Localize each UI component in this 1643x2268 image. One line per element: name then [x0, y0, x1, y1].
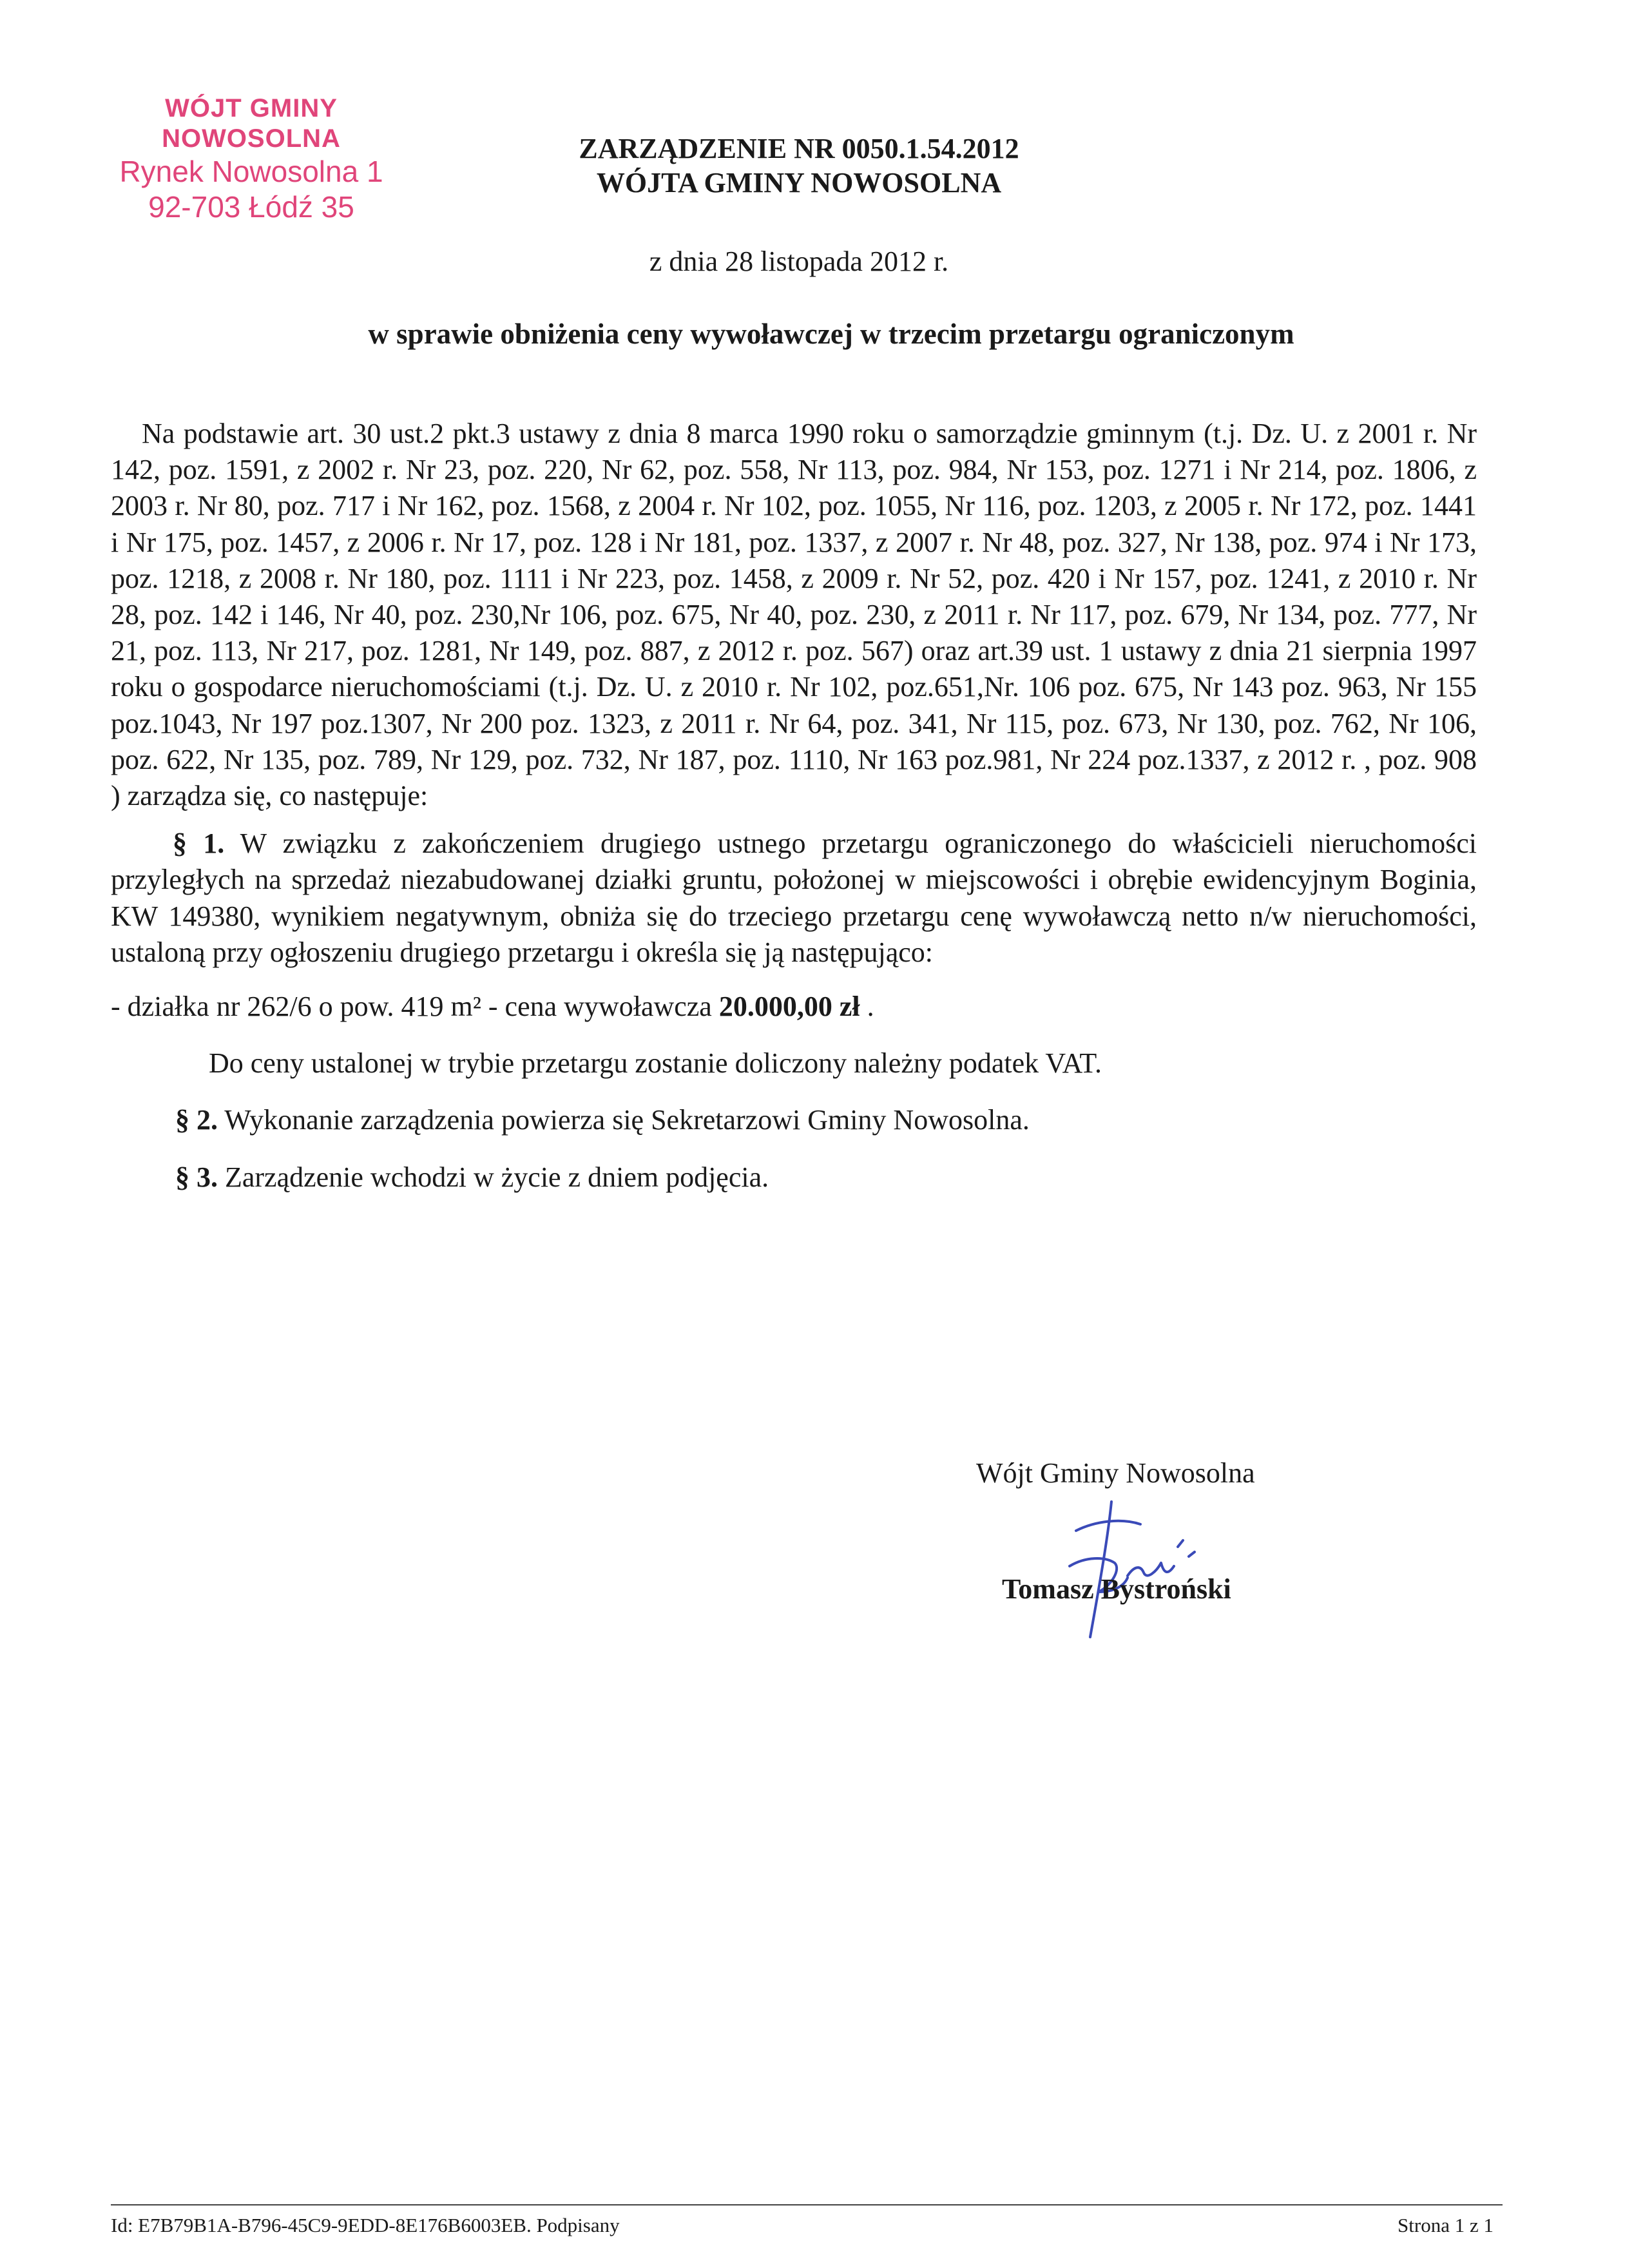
handwritten-signature — [1050, 1495, 1218, 1643]
section-1-text: W związku z zakończeniem drugiego ustnego przetargu ograniczonego do właścicieli nieruchomości przyległych na sprzedaż niezabudowanej działki gruntu, położonej w miejscowości i obrębie ewidencyjnym Boginia, KW 149380, wynikiem negatywnym, obniża się do trzeciego przetargu cenę wywoławczą netto n/w nieruchomości, ustaloną przy ogłoszeniu drugiego przetargu i określa się ją następująco: — [111, 828, 1477, 968]
section-3-mark: § 3. — [175, 1161, 218, 1193]
section-2-text: Wykonanie zarządzenia powierza się Sekretarzowi Gminy Nowosolna. — [218, 1104, 1030, 1136]
section-1-mark: § 1. — [173, 828, 225, 860]
parcel-price: 20.000,00 zł — [718, 991, 860, 1023]
section-3-text: Zarządzenie wchodzi w życie z dniem podjęcia. — [218, 1161, 769, 1193]
vat-note: Do ceny ustalonej w trybie przetargu zostanie doliczony należny podatek VAT. — [209, 1047, 1102, 1080]
parcel-item-text: - działka nr 262/6 o pow. 419 m² - cena wywoławcza — [111, 991, 719, 1023]
document-body — [111, 416, 1477, 1196]
stamp-line-3: 92-703 Łódź 35 — [148, 189, 354, 224]
document-title: ZARZĄDZENIE NR 0050.1.54.2012 — [579, 133, 1019, 164]
stamp-line-1: WÓJT GMINY NOWOSOLNA — [162, 94, 341, 153]
section-2-paragraph — [111, 1102, 1477, 1138]
document-issuer: WÓJTA GMINY NOWOSOLNA — [596, 166, 1002, 199]
section-1-paragraph — [111, 826, 1477, 971]
parcel-item-end: . — [860, 991, 874, 1023]
document-id: Id: E7B79B1A-B796-45C9-9EDD-8E176B6003EB. Podpisany — [111, 2214, 620, 2236]
document-date: z dnia 28 listopada 2012 r. — [649, 246, 949, 277]
parcel-item — [111, 989, 1477, 1025]
document-header — [451, 132, 1147, 200]
signatory-name: Tomasz Bystroński — [1002, 1573, 1231, 1605]
document-subject: w sprawie obniżenia ceny wywoławczej w trzecim przetargu ograniczonym — [368, 318, 1294, 350]
section-2-mark: § 2. — [175, 1104, 218, 1136]
office-stamp — [84, 93, 419, 224]
legal-basis-paragraph: Na podstawie art. 30 ust.2 pkt.3 ustawy z dnia 8 marca 1990 roku o samorządzie gminnym (t.j. Dz. U. z 2001 r. Nr 142, poz. 1591, z 2002 r. Nr 23, poz. 220, Nr 62, poz. 558, Nr 113, poz. 984, Nr 153, poz. 1271 i Nr 214, poz. 1806, z 2003 r. Nr 80, poz. 717 i Nr 162, poz. 1568, z 2004 r. Nr 102, poz. 1055, Nr 116, poz. 1203, z 2005 r. Nr 172, poz. 1441 i Nr 175, poz. 1457, z 2006 r. Nr 17, poz. 128 i Nr 181, poz. 1337, z 2007 r. Nr 48, poz. 327, Nr 138, poz. 974 i Nr 173, poz. 1218, z 2008 r. Nr 180, poz. 1111 i Nr 223, poz. 1458, z 2009 r. Nr 52, poz. 420 i Nr 157, poz. 1241, z 2010 r. Nr 28, poz. 142 i 146, Nr 40, poz. 230,Nr 106, poz. 675, Nr 40, poz. 230, z 2011 r. Nr 117, poz. 679, Nr 134, poz. 777, Nr 21, poz. 113, Nr 217, poz. 1281, Nr 149, poz. 887, z 2012 r. poz. 567) oraz art.39 ust. 1 ustawy z dnia 21 sierpnia 1997 roku o gospodarce nieruchomościami (t.j. Dz. U. z 2010 r. Nr 102, poz.651,Nr. 106 poz. 675, Nr 143 poz. 963, Nr 155 poz.1043, Nr 197 poz.1307, Nr 200 poz. 1323, z 2011 r. Nr 64, poz. 341, Nr 115, poz. 673, Nr 130, poz. 762, Nr 106, poz. 622, Nr 135, poz. 789, Nr 129, poz. 732, Nr 187, poz. 1110, Nr 163 poz.981, Nr 224 poz.1337, z 2012 r. , poz. 908 ) zarządza się, co następuje: — [111, 418, 1477, 812]
page-number: Strona 1 z 1 — [1398, 2214, 1494, 2236]
stamp-line-2: Rynek Nowosolna 1 — [119, 155, 383, 189]
footer-divider — [111, 2204, 1503, 2205]
signatory-title: Wójt Gminy Nowosolna — [976, 1457, 1255, 1489]
section-3-paragraph — [111, 1159, 1477, 1196]
